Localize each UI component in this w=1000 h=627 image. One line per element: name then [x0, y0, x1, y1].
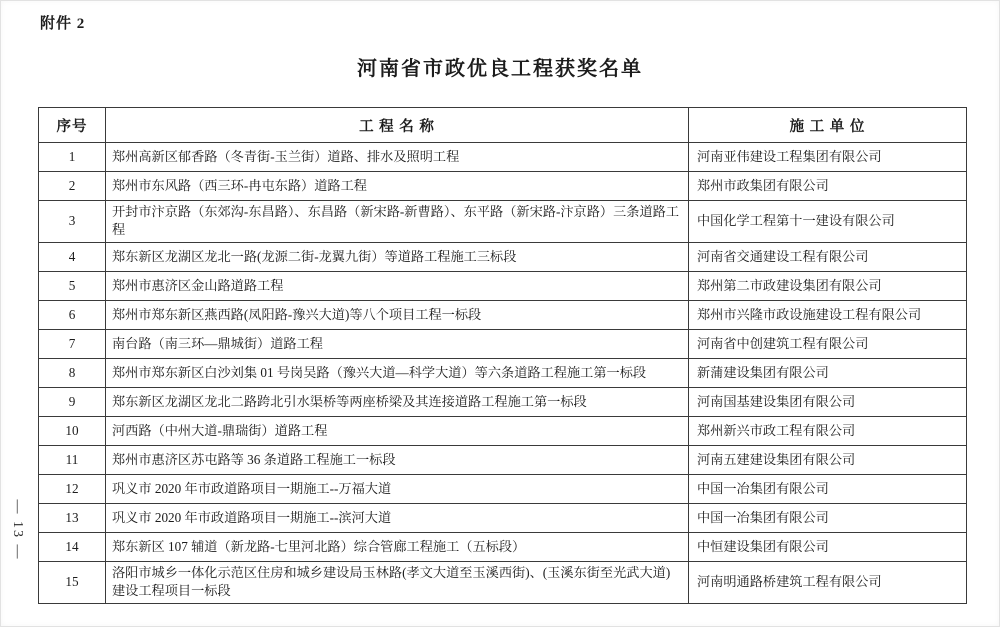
project-name-cell: 郑州市惠济区苏屯路等 36 条道路工程施工一标段 — [106, 445, 689, 474]
page-number: — 13 — — [10, 499, 25, 561]
table-row — [39, 532, 967, 561]
table-row — [39, 358, 967, 387]
table-body — [39, 143, 967, 604]
project-name-cell: 巩义市 2020 年市政道路项目一期施工--滨河大道 — [106, 503, 689, 532]
project-name-cell: 巩义市 2020 年市政道路项目一期施工--万福大道 — [106, 474, 689, 503]
project-name-cell: 郑州市惠济区金山路道路工程 — [106, 271, 689, 300]
company-name-cell: 中国一冶集团有限公司 — [689, 503, 967, 532]
project-name-cell: 郑东新区龙湖区龙北一路(龙源二街-龙翼九街）等道路工程施工三标段 — [106, 242, 689, 271]
company-name-cell: 中恒建设集团有限公司 — [689, 532, 967, 561]
table-row — [39, 172, 967, 201]
company-name-cell: 河南省交通建设工程有限公司 — [689, 242, 967, 271]
award-table — [38, 107, 967, 604]
table-row — [39, 271, 967, 300]
row-number-cell: 11 — [39, 445, 106, 474]
project-name-cell: 洛阳市城乡一体化示范区住房和城乡建设局玉林路(孝文大道至玉溪西街)、(玉溪东街至光武大道)建设工程项目一标段 — [106, 561, 689, 603]
row-number-cell: 9 — [39, 387, 106, 416]
column-header-project: 工 程 名 称 — [106, 108, 689, 143]
attachment-label: 附件 2 — [40, 16, 86, 32]
table-row — [39, 143, 967, 172]
table-row — [39, 474, 967, 503]
table-row — [39, 242, 967, 271]
project-name-cell: 郑东新区龙湖区龙北二路跨北引水渠桥等两座桥梁及其连接道路工程施工第一标段 — [106, 387, 689, 416]
company-name-cell: 河南省中创建筑工程有限公司 — [689, 329, 967, 358]
column-header-company: 施 工 单 位 — [689, 108, 967, 143]
company-name-cell: 河南五建建设集团有限公司 — [689, 445, 967, 474]
table-row — [39, 561, 967, 603]
row-number-cell: 7 — [39, 329, 106, 358]
project-name-cell: 开封市汴京路（东郊沟-东昌路）、东昌路（新宋路-新曹路）、东平路（新宋路-汴京路）三条道路工程 — [106, 201, 689, 243]
company-name-cell: 郑州市政集团有限公司 — [689, 172, 967, 201]
table-row — [39, 416, 967, 445]
company-name-cell: 郑州新兴市政工程有限公司 — [689, 416, 967, 445]
company-name-cell: 河南亚伟建设工程集团有限公司 — [689, 143, 967, 172]
row-number-cell: 3 — [39, 201, 106, 243]
row-number-cell: 8 — [39, 358, 106, 387]
project-name-cell: 河西路（中州大道-鼎瑞街）道路工程 — [106, 416, 689, 445]
column-header-no: 序号 — [39, 108, 106, 143]
page-title: 河南省市政优良工程获奖名单 — [357, 58, 643, 80]
project-name-cell: 郑州市东风路（西三环-冉屯东路）道路工程 — [106, 172, 689, 201]
row-number-cell: 14 — [39, 532, 106, 561]
project-name-cell: 郑州市郑东新区白沙刘集 01 号岗吴路（豫兴大道—科学大道）等六条道路工程施工第一标段 — [106, 358, 689, 387]
table-row — [39, 329, 967, 358]
table-row — [39, 300, 967, 329]
row-number-cell: 13 — [39, 503, 106, 532]
row-number-cell: 6 — [39, 300, 106, 329]
company-name-cell: 河南国基建设集团有限公司 — [689, 387, 967, 416]
table-row — [39, 445, 967, 474]
row-number-cell: 2 — [39, 172, 106, 201]
row-number-cell: 4 — [39, 242, 106, 271]
project-name-cell: 郑东新区 107 辅道（新龙路-七里河北路）综合管廊工程施工（五标段） — [106, 532, 689, 561]
project-name-cell: 郑州市郑东新区燕西路(凤阳路-豫兴大道)等八个项目工程一标段 — [106, 300, 689, 329]
table-row — [39, 201, 967, 243]
table-row — [39, 503, 967, 532]
row-number-cell: 1 — [39, 143, 106, 172]
company-name-cell: 河南明通路桥建筑工程有限公司 — [689, 561, 967, 603]
project-name-cell: 郑州高新区郁香路（冬青街-玉兰街）道路、排水及照明工程 — [106, 143, 689, 172]
company-name-cell: 郑州市兴隆市政设施建设工程有限公司 — [689, 300, 967, 329]
row-number-cell: 10 — [39, 416, 106, 445]
row-number-cell: 12 — [39, 474, 106, 503]
table-header-row — [39, 108, 967, 143]
company-name-cell: 中国一冶集团有限公司 — [689, 474, 967, 503]
row-number-cell: 5 — [39, 271, 106, 300]
project-name-cell: 南台路（南三环—鼎城街）道路工程 — [106, 329, 689, 358]
company-name-cell: 郑州第二市政建设集团有限公司 — [689, 271, 967, 300]
company-name-cell: 新蒲建设集团有限公司 — [689, 358, 967, 387]
table-row — [39, 387, 967, 416]
row-number-cell: 15 — [39, 561, 106, 603]
company-name-cell: 中国化学工程第十一建设有限公司 — [689, 201, 967, 243]
